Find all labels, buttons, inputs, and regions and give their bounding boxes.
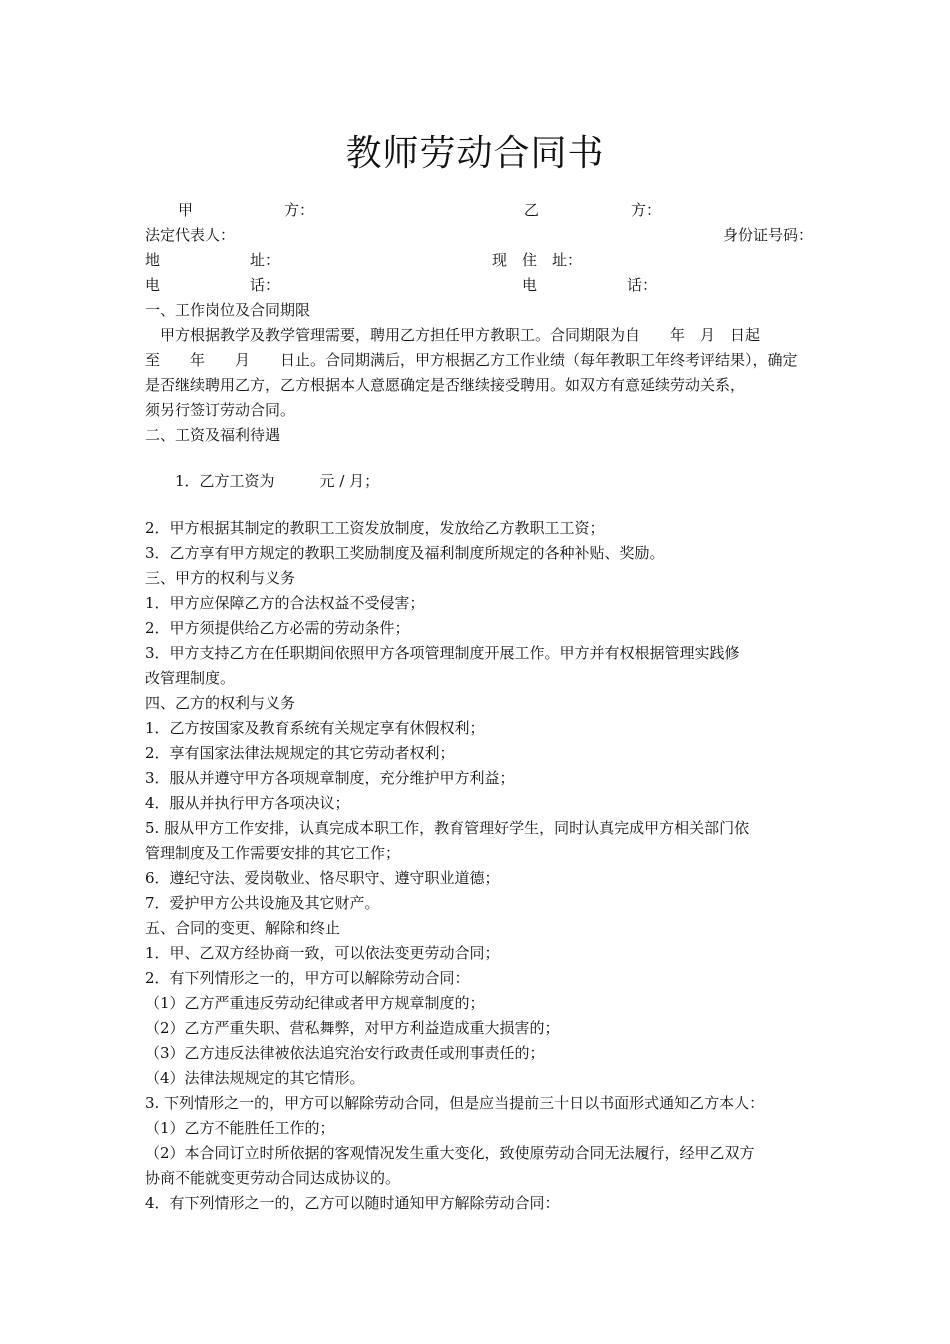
list-item: 1．乙方工资为 元 / 月； [175,472,380,490]
phone-a-label-1: 电 [145,276,161,294]
list-item: 3. 下列情形之一的，甲方可以解除劳动合同，但是应当提前三十日以书面形式通知乙方本人： [145,1094,765,1112]
list-item: 1．甲、乙双方经协商一致，可以依法变更劳动合同； [145,944,500,962]
list-item: 2．甲方须提供给乙方必需的劳动条件； [145,619,410,637]
phone-a-label-2: 话： [250,276,281,294]
party-b-label-1: 乙 [524,201,540,219]
list-item: 1．乙方按国家及教育系统有关规定享有休假权利； [145,719,485,737]
address-label-2: 址： [250,251,281,269]
list-item: 4．有下列情形之一的，乙方可以随时通知甲方解除劳动合同： [145,1194,560,1212]
address-label-1: 地 [145,251,161,269]
list-item: 7．爱护甲方公共设施及其它财产。 [145,894,380,912]
current-address-label: 现 住 址： [492,251,583,269]
list-item: 管理制度及工作需要安排的其它工作； [145,844,401,862]
section-heading: 四、乙方的权利与义务 [145,694,296,712]
list-item: （3）乙方违反法律被依法追究治安行政责任或刑事责任的； [145,1044,545,1062]
document-title: 教师劳动合同书 [345,133,605,174]
paragraph-line: 须另行签订劳动合同。 [145,401,296,419]
paragraph-line: 是否继续聘用乙方，乙方根据本人意愿确定是否继续接受聘用。如双方有意延续劳动关系， [145,376,746,394]
section-heading: 一、工作岗位及合同期限 [145,301,311,319]
list-item: 改管理制度。 [145,669,236,687]
list-item: 协商不能就变更劳动合同达成协议的。 [145,1169,401,1187]
section-heading: 三、甲方的权利与义务 [145,569,296,587]
list-item: 3．服从并遵守甲方各项规章制度，充分维护甲方利益； [145,769,515,787]
list-item: （1）乙方严重违反劳动纪律或者甲方规章制度的； [145,994,485,1012]
list-item: 2．甲方根据其制定的教职工工资发放制度，发放给乙方教职工工资； [145,519,605,537]
id-number-label: 身份证号码： [723,226,814,244]
list-item: 2．有下列情形之一的，甲方可以解除劳动合同： [145,969,470,987]
section-heading: 二、工资及福利待遇 [145,426,281,444]
list-item: 4．服从并执行甲方各项决议； [145,794,350,812]
list-item: （2）本合同订立时所依据的客观情况发生重大变化，致使原劳动合同无法履行，经甲乙双方 [145,1144,755,1162]
list-item: 6．遵纪守法、爱岗敬业、恪尽职守、遵守职业道德； [145,869,500,887]
party-a-label-1: 甲 [178,201,194,219]
list-item: 3．乙方享有甲方规定的教职工奖励制度及福利制度所规定的各种补贴、奖励。 [145,544,665,562]
paragraph-line: 至 年 月 日止。合同期满后，甲方根据乙方工作业绩（每年教职工年终考评结果），确定 [145,351,798,369]
section-heading: 五、合同的变更、解除和终止 [145,919,341,937]
list-item: （1）乙方不能胜任工作的； [145,1119,335,1137]
party-b-label-2: 方： [631,201,662,219]
list-item: 5. 服从甲方工作安排，认真完成本职工作，教育管理好学生，同时认真完成甲方相关部门依 [145,819,750,837]
phone-b-label-1: 电 [522,276,538,294]
list-item: （2）乙方严重失职、营私舞弊，对甲方利益造成重大损害的； [145,1019,560,1037]
legal-representative-label: 法定代表人： [145,226,236,244]
list-item: 1．甲方应保障乙方的合法权益不受侵害； [145,594,425,612]
list-item: （4）法律法规规定的其它情形。 [145,1069,365,1087]
list-item: 3．甲方支持乙方在任职期间依照甲方各项管理制度开展工作。甲方并有权根据管理实践修 [145,644,740,662]
list-item: 2．享有国家法律法规规定的其它劳动者权利； [145,744,455,762]
paragraph-line: 甲方根据教学及教学管理需要，聘用乙方担任甲方教职工。合同期限为自 年 月 日起 [145,326,761,344]
phone-b-label-2: 话： [627,276,658,294]
party-a-label-2: 方： [284,201,315,219]
